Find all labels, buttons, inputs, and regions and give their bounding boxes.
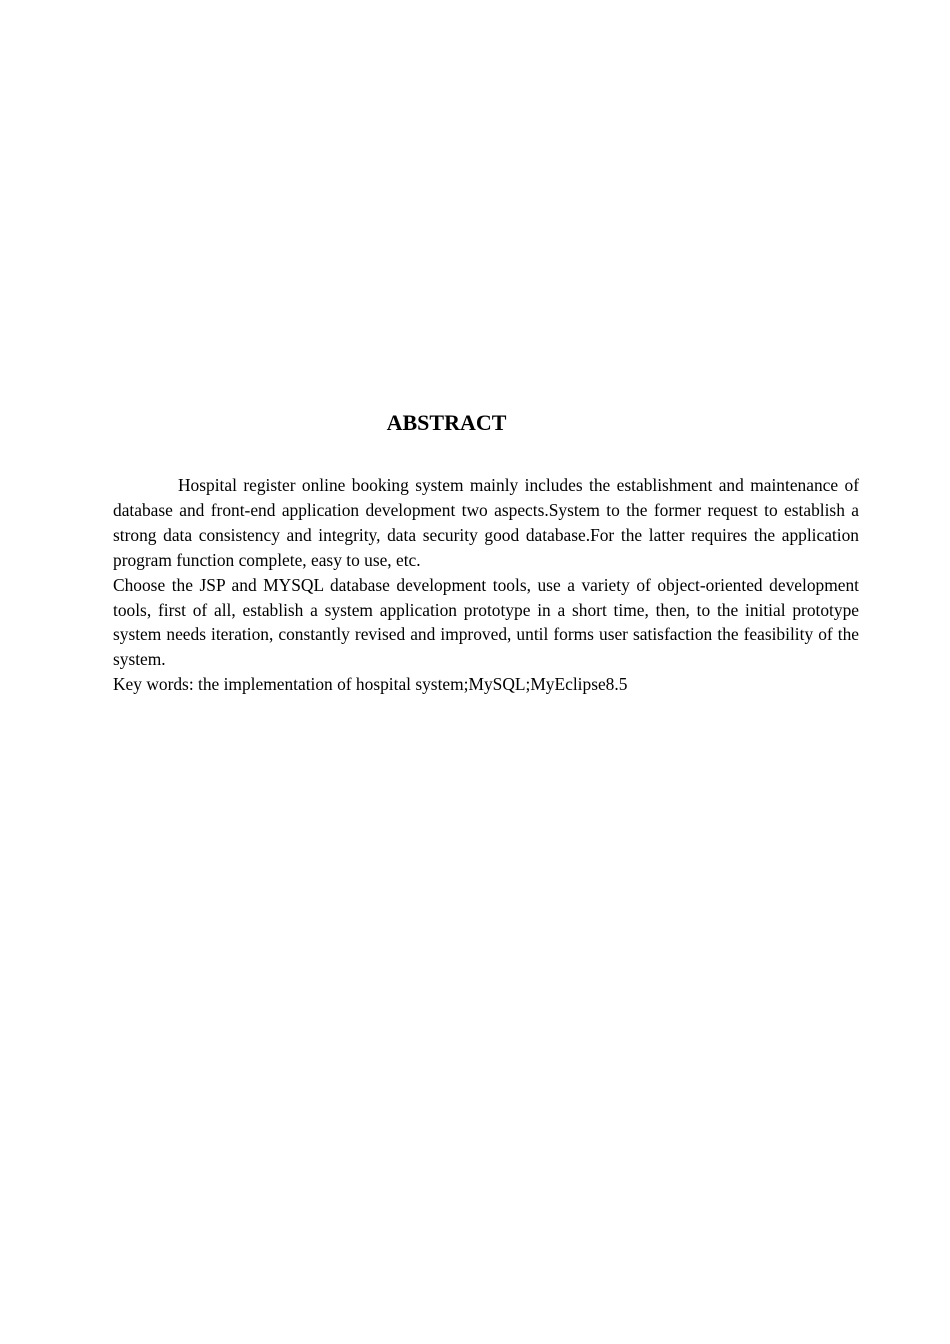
abstract-paragraph-1: Hospital register online booking system mainly includes the establishment and maintenance of database and front-end application development two aspects.System to the former request to establish a strong data consistency and integrity, data security good database.For the latter requires the application program function complete, easy to use, etc. <box>113 475 859 570</box>
abstract-title: ABSTRACT <box>386 410 507 435</box>
abstract-body <box>113 473 859 697</box>
abstract-paragraph-2: Choose the JSP and MYSQL database development tools, use a variety of object-oriented development tools, first of all, establish a system application prototype in a short time, then, to the initial prototype system needs iteration, constantly revised and improved, until forms user satisfaction the feasibility of the system. <box>113 574 859 670</box>
keywords-line: Key words: the implementation of hospital system;MySQL;MyEclipse8.5 <box>113 674 628 695</box>
